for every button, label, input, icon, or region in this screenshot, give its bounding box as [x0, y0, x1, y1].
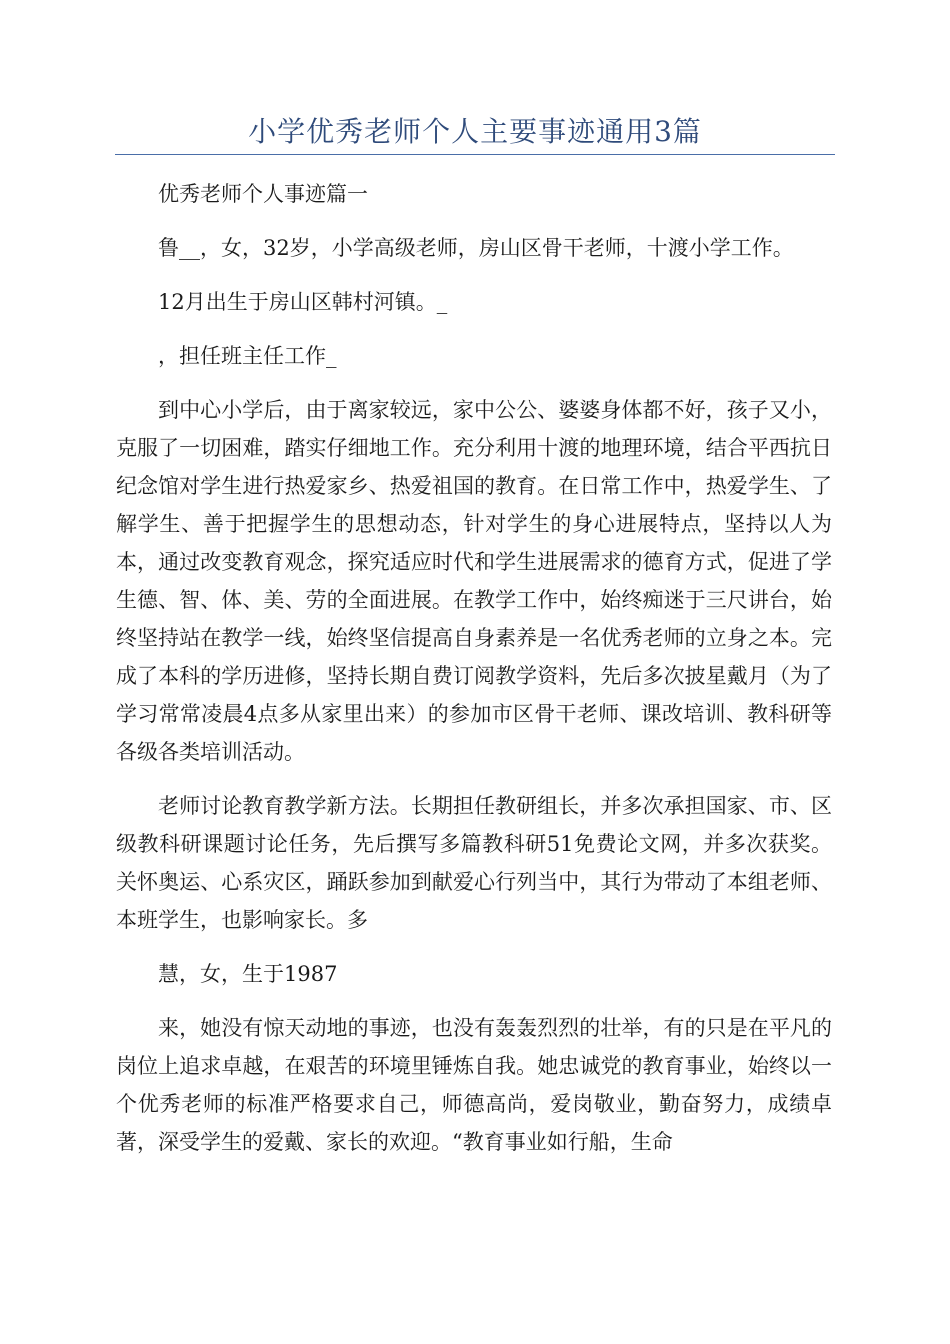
paragraph: 来，她没有惊天动地的事迹，也没有轰轰烈烈的壮举，有的只是在平凡的岗位上追求卓越，在艰苦的环境里锤炼自我。她忠诚党的教育事业，始终以一个优秀老师的标准严格要求自己，师德高尚，爱岗敬业，勤奋努力，成绩卓著，深受学生的爱戴、家长的欢迎。“教育事业如行船，生命 — [116, 1016, 832, 1154]
document-title: 小学优秀老师个人主要事迹通用3篇 — [248, 115, 702, 148]
paragraph: 老师讨论教育教学新方法。长期担任教研组长，并多次承担国家、市、区级教科研课题讨论任务，先后撰写多篇教科研51免费论文网，并多次获奖。关怀奥运、心系灾区，踊跃参加到献爱心行列当中，其行为带动了本组老师、本班学生，也影响家长。多 — [116, 794, 832, 932]
paragraph: 12月出生于房山区韩村河镇。_ — [158, 290, 448, 314]
document-body — [116, 175, 832, 1177]
section-heading: 优秀老师个人事迹篇一 — [158, 182, 368, 206]
paragraph: 到中心小学后，由于离家较远，家中公公、婆婆身体都不好，孩子又小，克服了一切困难，踏实仔细地工作。充分利用十渡的地理环境，结合平西抗日纪念馆对学生进行热爱家乡、热爱祖国的教育。在日常工作中，热爱学生、了解学生、善于把握学生的思想动态，针对学生的身心进展特点，坚持以人为本，通过改变教育观念，探究适应时代和学生进展需求的德育方式，促进了学生德、智、体、美、劳的全面进展。在教学工作中，始终痴迷于三尺讲台，始终坚持站在教学一线，始终坚信提高自身素养是一名优秀老师的立身之本。完成了本科的学历进修，坚持长期自费订阅教学资料，先后多次披星戴月（为了学习常常凌晨4点多从家里出来）的参加市区骨干老师、课改培训、教科研等各级各类培训活动。 — [116, 398, 832, 764]
paragraph: 鲁__，女，32岁，小学高级老师，房山区骨干老师，十渡小学工作。 — [158, 236, 794, 260]
paragraph: 慧，女，生于1987 — [158, 962, 338, 986]
paragraph: ，担任班主任工作_ — [158, 344, 337, 368]
title-underline — [115, 154, 835, 155]
